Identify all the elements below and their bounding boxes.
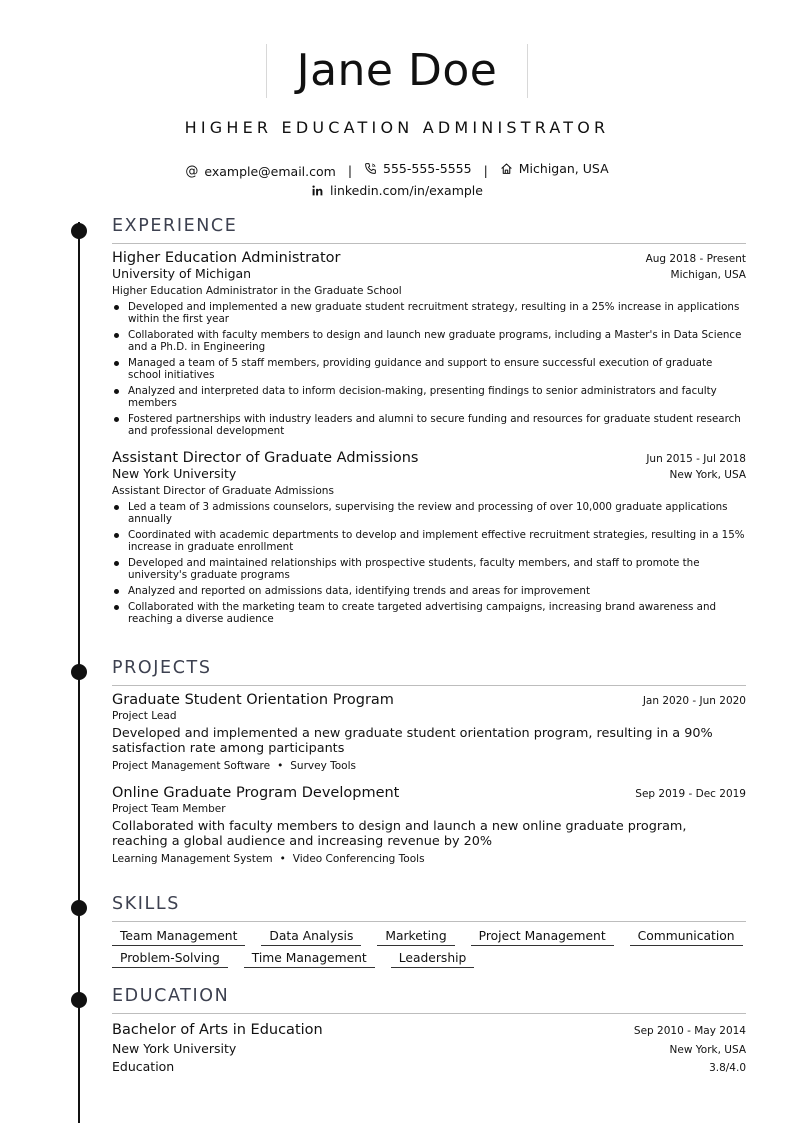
contact-separator: | [347,163,353,178]
education-date: Sep 2010 - May 2014 [633,1025,746,1037]
tool-item: Project Management Software [112,760,271,772]
job-summary: Higher Education Administrator in the Graduate School [112,285,402,297]
education-location: New York, USA [669,1044,746,1056]
bullet-item: Developed and maintained relationships with prospective students, faculty members, and staff to promote the university's graduate programs [112,557,746,581]
tool-separator: • [279,853,286,865]
education-heading: EDUCATION [112,986,746,1014]
at-icon: @ [185,164,199,179]
experience-section [112,216,746,638]
degree: Bachelor of Arts in Education [112,1022,323,1038]
projects-section [112,658,746,878]
job-date: Aug 2018 - Present [645,253,746,265]
phone-icon [364,162,377,175]
email-text: example@email.com [204,164,336,179]
project-date: Sep 2019 - Dec 2019 [635,788,746,800]
job-title: HIGHER EDUCATION ADMINISTRATOR [184,118,610,137]
bullet-item: Analyzed and interpreted data to inform decision-making, presenting findings to senior administrators and faculty members [112,385,746,409]
project-tools [112,853,746,865]
gpa: 3.8/4.0 [709,1062,746,1074]
skill-chip: Communication [630,928,743,946]
home-icon [500,162,513,175]
bullet-item: Managed a team of 5 staff members, providing guidance and support to ensure successful execution of graduate school initiatives [112,357,746,381]
project-tools [112,760,746,772]
tool-item: Survey Tools [290,760,356,772]
experience-entry [112,450,746,625]
bullet-item: Collaborated with faculty members to design and launch new graduate programs, including a Master's in Data Science and a Ph.D. in Engineering [112,329,746,353]
timeline-dot-projects [71,664,87,680]
skill-chip: Team Management [112,928,245,946]
job-bullets [112,501,746,625]
job-location: Michigan, USA [670,269,746,281]
candidate-name: Jane Doe [266,44,529,98]
job-organization: University of Michigan [112,266,252,281]
project-role: Project Lead [112,710,177,722]
bullet-item: Fostered partnerships with industry leaders and alumni to secure funding and resources for graduate student research and professional development [112,413,746,437]
school: New York University [112,1041,237,1056]
job-location: New York, USA [669,469,746,481]
linkedin-text: linkedin.com/in/example [330,183,483,198]
bullet-item: Collaborated with the marketing team to create targeted advertising campaigns, increasing brand awareness and reaching a diverse audience [112,601,746,625]
project-entry [112,692,746,772]
tool-separator: • [277,760,284,772]
bullet-item: Coordinated with academic departments to develop and implement effective recruitment strategies, resulting in a 15% increase in graduate enrollment [112,529,746,553]
linkedin-icon [311,184,324,197]
location-text: Michigan, USA [518,161,609,176]
job-date: Jun 2015 - Jul 2018 [646,453,746,465]
tool-item: Learning Management System [112,853,273,865]
projects-heading: PROJECTS [112,658,746,686]
linkedin-item[interactable] [311,181,483,200]
job-role: Higher Education Administrator [112,250,341,266]
project-description: Collaborated with faculty members to design and launch a new online graduate program, reaching a global audience and increasing revenue by 20% [112,819,687,849]
field-of-study: Education [112,1059,175,1074]
education-section [112,986,746,1074]
project-entry [112,785,746,865]
bullet-item: Developed and implemented a new graduate student recruitment strategy, resulting in a 25% increase in applications within the first year [112,301,746,325]
phone-item[interactable] [364,159,472,178]
timeline-dot-education [71,992,87,1008]
contact-info [0,159,794,202]
skills-heading: SKILLS [112,894,746,922]
project-name: Online Graduate Program Development [112,785,400,801]
job-summary: Assistant Director of Graduate Admissions [112,485,334,497]
skill-chip: Marketing [377,928,454,946]
skills-section [112,894,746,968]
skill-chip: Project Management [471,928,614,946]
experience-heading: EXPERIENCE [112,216,746,244]
job-organization: New York University [112,466,237,481]
experience-entry [112,250,746,437]
tool-item: Video Conferencing Tools [292,853,425,865]
timeline-dot-experience [71,223,87,239]
job-role: Assistant Director of Graduate Admissions [112,450,419,466]
project-description: Developed and implemented a new graduate student orientation program, resulting in a 90% satisfaction rate among participants [112,726,713,756]
project-role: Project Team Member [112,803,226,815]
project-name: Graduate Student Orientation Program [112,692,394,708]
skill-chip: Problem-Solving [112,950,228,968]
skills-list [112,928,746,968]
skill-chip: Data Analysis [261,928,361,946]
location-item [500,159,609,178]
skill-chip: Leadership [391,950,475,968]
timeline-dot-skills [71,900,87,916]
project-date: Jan 2020 - Jun 2020 [642,695,746,707]
email-item[interactable] [185,162,335,181]
name-block [0,44,794,98]
phone-text: 555-555-5555 [383,161,472,176]
contact-separator: | [483,163,488,178]
job-bullets [112,301,746,437]
skill-chip: Time Management [244,950,375,968]
bullet-item: Led a team of 3 admissions counselors, supervising the review and processing of over 10,000 graduate applications annually [112,501,746,525]
bullet-item: Analyzed and reported on admissions data, identifying trends and areas for improvement [112,585,746,597]
